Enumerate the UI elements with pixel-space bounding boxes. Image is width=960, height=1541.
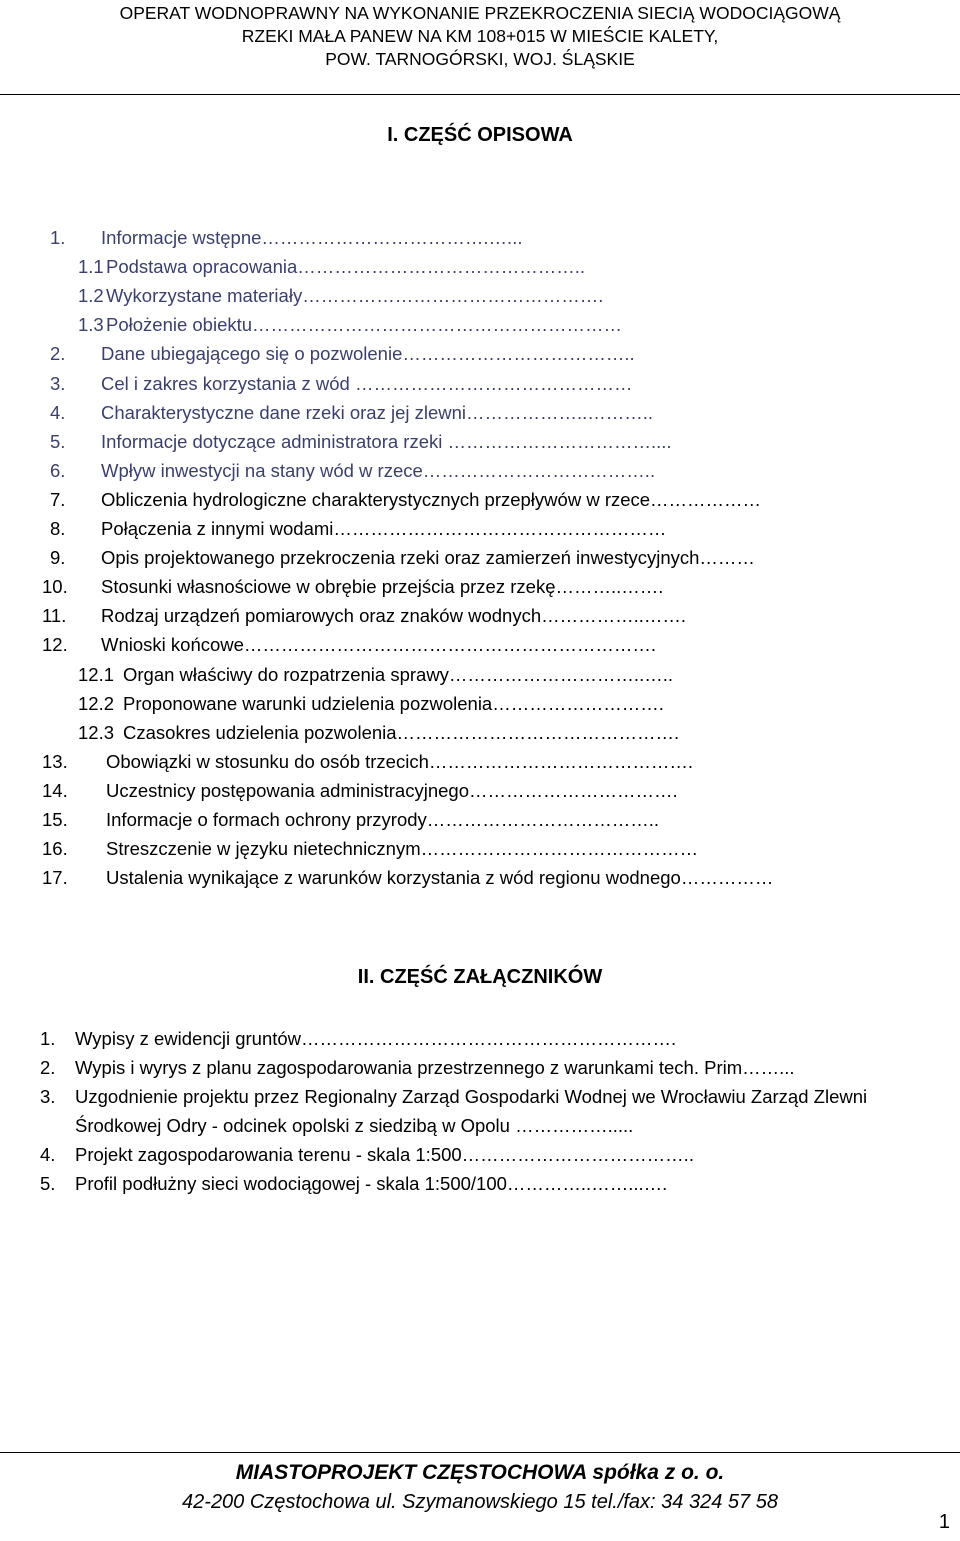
toc-text: Stosunki własnościowe w obrębie przejścia przez rzekę………..……. [101,576,664,598]
toc-text: Położenie obiektu…………………………………………………… [106,314,623,336]
page-number: 1 [938,1511,950,1533]
toc-text: Informacje wstępne……………………………….…... [101,227,523,248]
toc-text: Uczestnicy postępowania administracyjnego……………………………. [106,779,678,801]
toc-number: 10. [42,576,68,598]
toc-number: 3. [50,372,66,394]
toc-text: Informacje dotyczące administratora rzeki …………………………….... [101,430,672,452]
toc-number: 13. [42,750,68,772]
appendix-text: Projekt zagospodarowania terenu - skala 1:500……………………………….. [75,1144,694,1165]
footer-address: 42-200 Częstochowa ul. Szymanowskiego 15 tel./fax: 34 324 57 58 [182,1491,778,1513]
footer-company: MIASTOPROJEKT CZĘSTOCHOWA spółka z o. o. [235,1461,725,1484]
appendix-number: 2. [40,1057,56,1078]
appendix-number: 1. [40,1028,56,1049]
toc-number: 2. [50,343,66,365]
toc-number: 4. [50,401,66,423]
toc-number: 11. [42,605,67,627]
toc-text: Rodzaj urządzeń pomiarowych oraz znaków wodnych……………..……. [101,605,687,627]
document-footer [0,1452,960,1541]
appendix-text: Uzgodnienie projektu przez Regionalny Zarząd Gospodarki Wodnej we Wrocławiu Zarząd Zlewni Środkowej Odry - odcinek opolski z siedzibą w Opolu ……………..... [75,1086,868,1136]
toc-number: 1.3 [78,314,104,336]
appendix-text: Wypis i wyrys z planu zagospodarowania przestrzennego z warunkami tech. Prim……... [75,1057,795,1078]
toc-number: 12. [42,634,68,656]
part2-title: II. CZĘŚĆ ZAŁĄCZNIKÓW [357,966,603,988]
toc-text: Organ właściwy do rozpatrzenia sprawy…………………………..….. [123,663,673,685]
header-line-3: POW. TARNOGÓRSKI, WOJ. ŚLĄSKIE [325,49,635,69]
toc-text: Czasokres udzielenia pozwolenia………………………………………. [123,721,680,743]
appendix-number: 3. [40,1086,56,1107]
toc-text: Streszczenie w języku nietechnicznym……………………………………… [106,838,699,860]
toc-text: Charakterystyczne dane rzeki oraz jej zlewni………………..……….. [101,401,654,423]
appendix-text: Profil podłużny sieci wodociągowej - skala 1:500/100…………..……...…. [75,1173,668,1194]
toc-text: Obowiązki w stosunku do osób trzecich……………………………………. [106,750,694,772]
toc-text: Podstawa opracowania……………………………………….. [106,256,586,278]
toc-text: Dane ubiegającego się o pozwolenie……………………………….. [101,343,635,365]
toc-text: Obliczenia hydrologiczne charakterystycznych przepływów w rzece……………… [101,488,762,510]
toc-text: Informacje o formach ochrony przyrody……………………………….. [106,809,660,830]
toc-text: Wpływ inwestycji na stany wód w rzece……………………………….. [101,459,656,481]
toc-number: 5. [50,430,66,452]
toc-number: 12.1 [78,663,115,685]
toc-text: Ustalenia wynikające z warunków korzystania z wód regionu wodnego…………… [106,867,774,889]
toc-number: 14. [42,779,68,801]
toc-number: 12.3 [78,721,115,743]
toc-number: 7. [50,488,66,510]
toc-number: 1. [50,227,66,248]
toc-number: 6. [50,459,66,481]
appendix-number: 5. [40,1173,56,1194]
appendix-number: 4. [40,1144,56,1165]
toc-text: Opis projektowanego przekroczenia rzeki oraz zamierzeń inwestycyjnych……… [101,547,755,569]
toc-number: 9. [50,547,66,569]
toc-number: 12.2 [78,692,115,714]
toc-text: Wykorzystane materiały…………………………………………. [106,285,604,307]
toc-text: Proponowane warunki udzielenia pozwolenia………………………. [123,692,664,714]
toc-number: 8. [50,518,66,539]
appendix-text: Wypisy z ewidencji gruntów……………………………………………………. [75,1028,677,1049]
part1-title: I. CZĘŚĆ OPISOWA [387,124,573,146]
header-line-1: OPERAT WODNOPRAWNY NA WYKONANIE PRZEKROCZENIA SIECIĄ WODOCIĄGOWĄ [119,3,841,23]
toc-text: Połączenia z innymi wodami……………………………………………… [101,518,667,539]
toc-number: 15. [42,809,68,830]
toc-number: 16. [42,838,68,860]
toc-text: Cel i zakres korzystania z wód ……………………………………… [101,372,633,394]
toc-text: Wnioski końcowe…………………………………………………………. [101,634,657,656]
document-header [0,2,960,95]
toc-number: 1.1 [78,256,104,278]
toc-number: 1.2 [78,285,104,307]
toc-number: 17. [42,867,68,889]
header-line-2: RZEKI MAŁA PANEW NA KM 108+015 W MIEŚCIE KALETY, [241,26,719,46]
